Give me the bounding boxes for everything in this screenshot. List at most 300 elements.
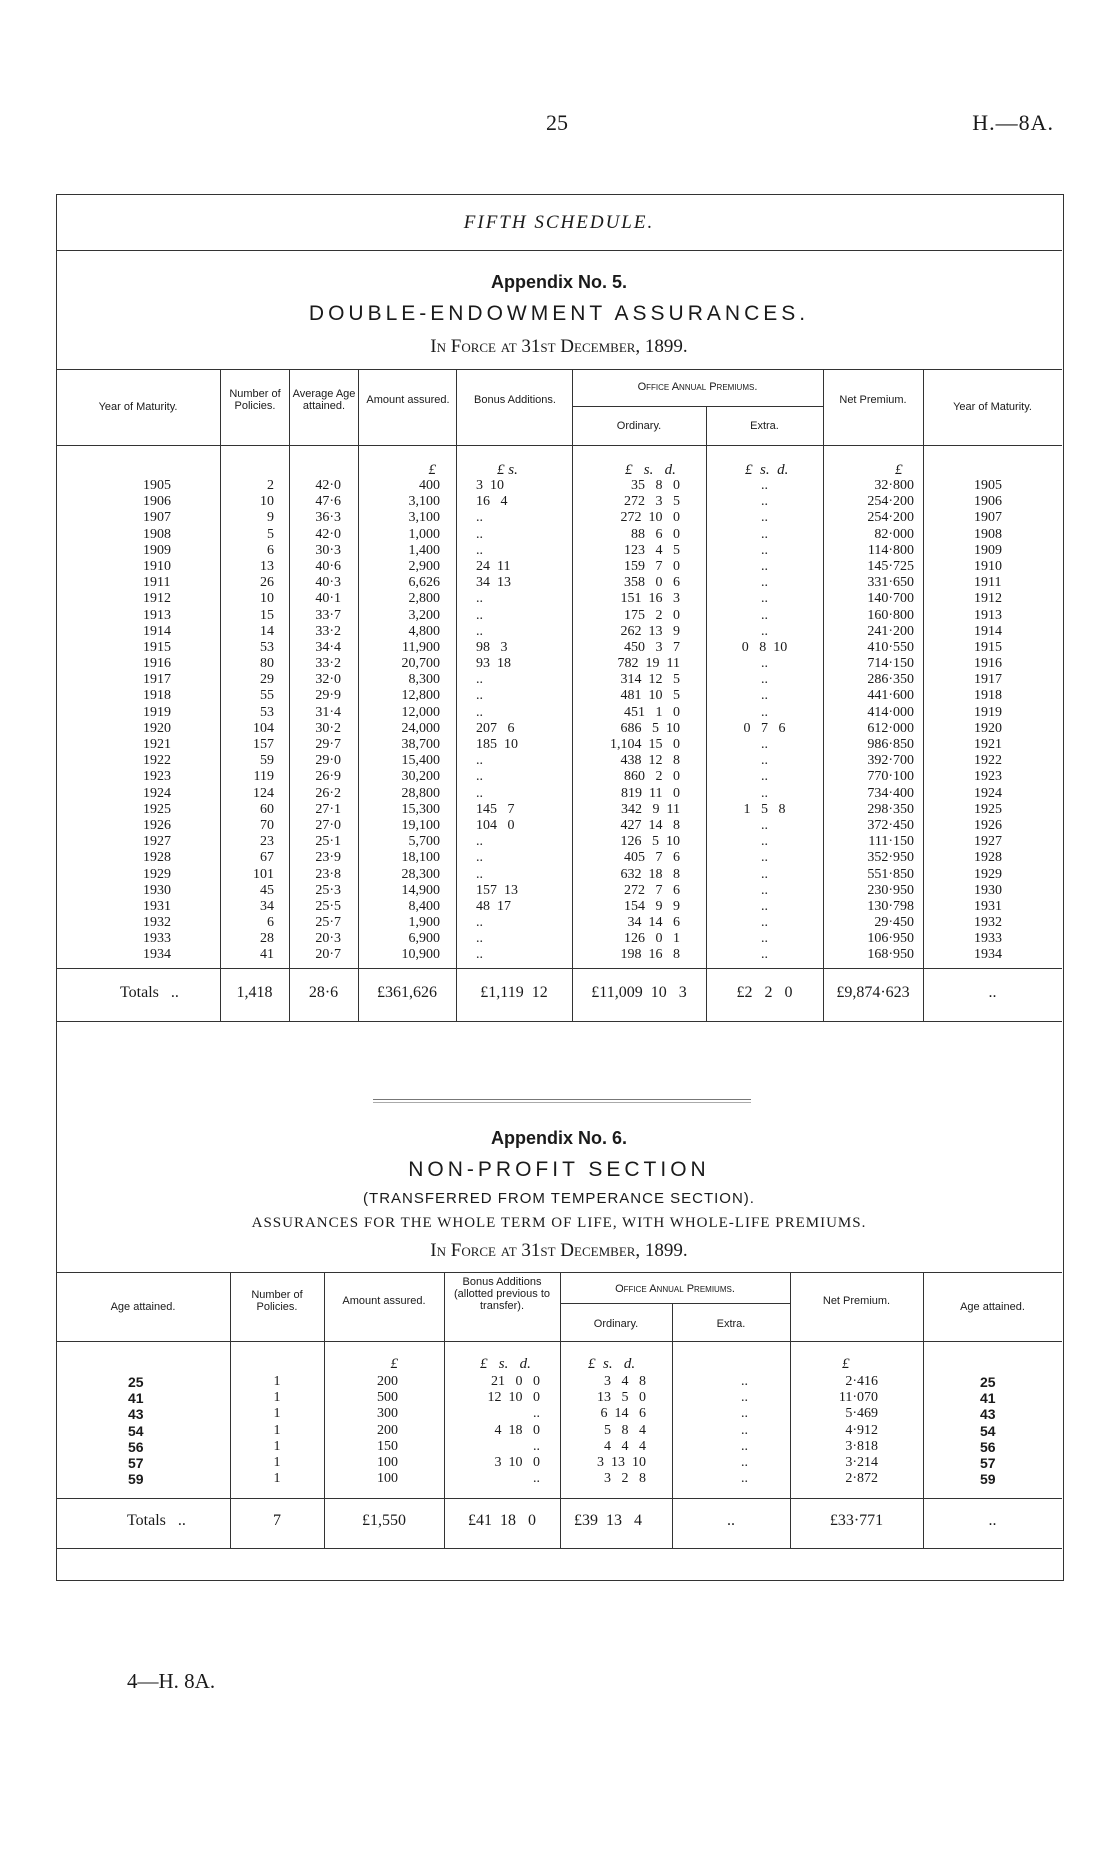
policies-cell: 70	[260, 817, 274, 833]
bonus-cell: ..	[476, 753, 483, 769]
year-cell: 1911	[974, 575, 1002, 591]
policies-cell: 5	[267, 526, 274, 542]
header-average-age: Average Age attained.	[292, 388, 356, 412]
age-cell: 40·6	[315, 558, 341, 574]
policies-cell: 1	[273, 1422, 281, 1438]
age-cell: 43	[980, 1406, 996, 1423]
policies-cell: 1	[273, 1471, 281, 1487]
header-ordinary: Ordinary.	[593, 1318, 639, 1330]
year-column	[143, 478, 183, 964]
policies-cell: 1	[273, 1390, 281, 1406]
policies-cell: 124	[253, 785, 274, 801]
ordinary-cell: 175 2 0	[624, 607, 680, 623]
col-rule	[560, 1272, 561, 1548]
policies-cell: 10	[260, 494, 274, 510]
year-cell: 1916	[143, 656, 171, 672]
age-cell: 57	[980, 1454, 996, 1471]
bonus-cell: ..	[476, 866, 483, 882]
extra-column	[672, 1374, 748, 1487]
appendix5-in-force: In Force at 31st December, 1899.	[430, 336, 688, 357]
net-column	[826, 478, 914, 964]
year-cell: 1907	[143, 510, 171, 526]
extra-cell: ..	[761, 850, 768, 866]
year-cell: 1933	[974, 931, 1002, 947]
amount-cell: 19,100	[401, 817, 440, 833]
net-cell: 130·798	[867, 898, 914, 914]
year-cell: 1908	[143, 526, 171, 542]
year-cell: 1909	[974, 542, 1002, 558]
bonus-cell: ..	[476, 931, 483, 947]
extra-cell: ..	[761, 769, 768, 785]
ordinary-cell: 88 6 0	[631, 526, 680, 542]
bonus-cell: ..	[476, 510, 483, 526]
net-cell: 114·800	[867, 542, 914, 558]
header-extra: Extra.	[750, 420, 779, 432]
page-footer: 4—H. 8A.	[127, 1669, 216, 1693]
amount-cell: 10,900	[401, 947, 440, 963]
age-cell: 27·1	[315, 801, 341, 817]
extra-cell: ..	[761, 558, 768, 574]
policies-cell: 1	[273, 1438, 281, 1454]
amount-cell: 38,700	[401, 737, 440, 752]
col-rule	[572, 369, 573, 1021]
year-cell: 1914	[143, 623, 171, 639]
ordinary-cell: 159 7 0	[624, 558, 680, 574]
bonus-cell: ..	[476, 623, 483, 639]
year-cell: 1905	[974, 478, 1002, 493]
age-cell: 30·2	[315, 720, 341, 736]
amount-cell: 15,400	[401, 753, 440, 769]
year-cell: 1908	[974, 526, 1002, 542]
extra-cell: ..	[741, 1438, 748, 1454]
ordinary-column	[562, 1374, 646, 1487]
policies-cell: 34	[260, 898, 274, 914]
header-net-premium: Net Premium.	[839, 394, 907, 406]
extra-cell: ..	[761, 591, 768, 607]
policies-cell: 60	[260, 801, 274, 817]
year-cell: 1934	[974, 947, 1002, 963]
header-amount-assured: Amount assured.	[342, 1295, 426, 1307]
totals-net: £9,874·623	[836, 984, 910, 1001]
col-rule	[456, 369, 457, 1021]
policies-cell: 14	[260, 623, 274, 639]
policies-column	[230, 1374, 324, 1487]
net-cell: 410·550	[867, 639, 914, 655]
header-age-attained: Age attained.	[110, 1301, 176, 1313]
age-cell: 42·0	[315, 526, 341, 542]
bonus-cell: ..	[476, 607, 483, 623]
age-cell: 54	[980, 1422, 996, 1439]
ordinary-cell: 782 19 11	[617, 656, 680, 672]
age-cell: 59	[980, 1471, 996, 1488]
year-cell: 1931	[143, 898, 171, 914]
bonus-cell: ..	[476, 672, 483, 688]
bonus-cell: 34 13	[476, 575, 511, 591]
col-rule	[923, 369, 924, 1021]
year-cell: 1913	[974, 607, 1002, 623]
ordinary-cell: 262 13 9	[620, 623, 680, 639]
extra-cell: ..	[761, 688, 768, 704]
appendix5-title: Appendix No. 5.	[490, 272, 627, 292]
amount-cell: 3,100	[408, 510, 440, 526]
table1-header-rule	[56, 445, 1062, 446]
extra-cell: ..	[761, 947, 768, 963]
age-column	[292, 478, 341, 964]
net-cell: 111·150	[868, 834, 914, 850]
extra-cell: ..	[741, 1471, 748, 1487]
unit-net: £	[895, 462, 903, 478]
bonus-cell: ..	[533, 1438, 540, 1454]
totals-amount: £361,626	[377, 984, 437, 1001]
bonus-cell: 16 4	[476, 494, 508, 510]
age-cell: 25	[980, 1374, 996, 1390]
totals-label: Totals ..	[120, 984, 179, 1001]
age-cell: 29·9	[315, 688, 341, 704]
appendix5-subtitle: DOUBLE-ENDOWMENT ASSURANCES.	[308, 302, 810, 325]
net-cell: 372·450	[867, 817, 914, 833]
age-cell: 59	[128, 1471, 144, 1488]
ordinary-cell: 632 18 8	[620, 866, 680, 882]
net-cell: 241·200	[867, 623, 914, 639]
year-cell: 1915	[974, 639, 1002, 655]
amount-cell: 150	[377, 1438, 398, 1454]
net-cell: 140·700	[867, 591, 914, 607]
year-cell: 1917	[143, 672, 171, 688]
net-cell: 160·800	[867, 607, 914, 623]
bonus-cell: 48 17	[476, 898, 511, 914]
net-cell: 11·070	[838, 1390, 878, 1406]
net-cell: 331·650	[867, 575, 914, 591]
year-cell: 1911	[143, 575, 171, 591]
bonus-cell: 4 18 0	[494, 1422, 540, 1438]
net-cell: 286·350	[867, 672, 914, 688]
bonus-column	[476, 478, 566, 964]
bonus-cell: 98 3	[476, 639, 508, 655]
bonus-cell: ..	[476, 785, 483, 801]
extra-cell: ..	[761, 931, 768, 947]
age-cell: 25·5	[315, 898, 341, 914]
amount-cell: 100	[377, 1454, 398, 1470]
year-cell: 1932	[974, 915, 1002, 931]
net-cell: 32·800	[874, 478, 914, 493]
bonus-cell: ..	[476, 769, 483, 785]
ordinary-cell: 481 10 5	[620, 688, 680, 704]
year-column-right	[974, 478, 1014, 964]
amount-cell: 14,900	[401, 882, 440, 898]
year-cell: 1906	[974, 494, 1002, 510]
age-cell: 41	[980, 1390, 996, 1407]
net-cell: 254·200	[867, 494, 914, 510]
policies-cell: 59	[260, 753, 274, 769]
amount-cell: 200	[377, 1422, 398, 1438]
year-cell: 1921	[974, 737, 1002, 752]
bonus-cell: 145 7	[476, 801, 515, 817]
year-cell: 1924	[143, 785, 171, 801]
age-cell: 25·3	[315, 882, 341, 898]
amount-cell: 28,800	[401, 785, 440, 801]
extra-cell: ..	[761, 834, 768, 850]
totals-bonus: £1,119 12	[480, 984, 548, 1001]
extra-cell: 0 8 10	[741, 639, 788, 655]
year-cell: 1921	[143, 737, 171, 752]
amount-cell: 12,000	[401, 704, 440, 720]
age-cell: 25·1	[315, 834, 341, 850]
policies-cell: 15	[260, 607, 274, 623]
net-cell: 145·725	[867, 558, 914, 574]
extra-cell: ..	[761, 817, 768, 833]
year-cell: 1924	[974, 785, 1002, 801]
year-cell: 1915	[143, 639, 171, 655]
totals-bonus: £41 18 0	[468, 1512, 536, 1529]
document-reference: H.—8A.	[972, 110, 1054, 135]
bonus-cell: ..	[476, 591, 483, 607]
ordinary-cell: 451 1 0	[624, 704, 680, 720]
policies-cell: 157	[253, 737, 274, 752]
amount-cell: 2,800	[408, 591, 440, 607]
bonus-column	[446, 1374, 540, 1487]
net-cell: 414·000	[867, 704, 914, 720]
policies-cell: 101	[253, 866, 274, 882]
year-cell: 1934	[143, 947, 171, 963]
year-cell: 1923	[143, 769, 171, 785]
ordinary-cell: 6 14 6	[600, 1406, 646, 1422]
bonus-cell: 185 10	[476, 737, 518, 752]
year-cell: 1932	[143, 915, 171, 931]
amount-cell: 15,300	[401, 801, 440, 817]
col-rule	[289, 369, 290, 1021]
extra-cell: ..	[761, 510, 768, 526]
net-cell: 168·950	[867, 947, 914, 963]
bonus-cell: ..	[476, 947, 483, 963]
age-cell: 26·9	[315, 769, 341, 785]
policies-cell: 9	[267, 510, 274, 526]
extra-cell: ..	[761, 575, 768, 591]
amount-cell: 24,000	[401, 720, 440, 736]
table1-bottom-rule	[56, 1021, 1062, 1022]
policies-cell: 1	[273, 1454, 281, 1470]
appendix6-title: Appendix No. 6.	[490, 1128, 627, 1148]
amount-cell: 6,626	[408, 575, 440, 591]
ordinary-cell: 3 2 8	[604, 1471, 646, 1487]
policies-column	[226, 478, 274, 964]
totals-policies: 7	[273, 1512, 281, 1529]
schedule-title: FIFTH SCHEDULE.	[463, 212, 655, 233]
amount-column	[360, 478, 440, 964]
totals-label: Totals ..	[127, 1512, 186, 1529]
bonus-cell: 3 10 0	[494, 1454, 540, 1470]
policies-cell: 10	[260, 591, 274, 607]
extra-cell: ..	[761, 866, 768, 882]
header-year-of-maturity-right: Year of Maturity.	[953, 401, 1032, 413]
col-rule	[923, 1272, 924, 1548]
amount-cell: 4,800	[408, 623, 440, 639]
ordinary-cell: 4 4 4	[604, 1438, 646, 1454]
policies-cell: 80	[260, 656, 274, 672]
amount-cell: 100	[377, 1471, 398, 1487]
bonus-cell: 12 10 0	[487, 1390, 540, 1406]
year-cell: 1905	[143, 478, 171, 493]
extra-cell: ..	[761, 526, 768, 542]
age-cell: 23·8	[315, 866, 341, 882]
amount-cell: 400	[419, 478, 440, 493]
amount-cell: 1,900	[408, 915, 440, 931]
net-cell: 986·850	[867, 737, 914, 752]
year-cell: 1931	[974, 898, 1002, 914]
amount-cell: 500	[377, 1390, 398, 1406]
ordinary-cell: 405 7 6	[624, 850, 680, 866]
appendix6-description: ASSURANCES FOR THE WHOLE TERM OF LIFE, WITH WHOLE-LIFE PREMIUMS.	[251, 1215, 867, 1231]
amount-column	[336, 1374, 398, 1487]
bonus-cell: ..	[476, 526, 483, 542]
age-cell: 25·7	[315, 915, 341, 931]
ordinary-cell: 314 12 5	[620, 672, 680, 688]
extra-column	[706, 478, 823, 964]
bonus-cell: ..	[533, 1471, 540, 1487]
table2-top-rule	[56, 1272, 1062, 1273]
net-cell: 2·872	[845, 1471, 878, 1487]
net-cell: 82·000	[874, 526, 914, 542]
net-column	[790, 1374, 878, 1487]
year-cell: 1927	[143, 834, 171, 850]
header-number-of-policies: Number of Policies.	[229, 388, 281, 412]
extra-cell: ..	[761, 704, 768, 720]
bonus-cell: 93 18	[476, 656, 511, 672]
age-cell: 20·3	[315, 931, 341, 947]
table1-premium-subrule	[572, 406, 823, 407]
year-cell: 1929	[974, 866, 1002, 882]
year-cell: 1925	[143, 801, 171, 817]
ordinary-cell: 450 3 7	[624, 639, 680, 655]
page-number: 25	[546, 110, 568, 135]
policies-cell: 45	[260, 882, 274, 898]
header-year-of-maturity: Year of Maturity.	[98, 401, 178, 413]
net-cell: 3·214	[845, 1454, 878, 1470]
year-cell: 1910	[143, 558, 171, 574]
amount-cell: 300	[377, 1406, 398, 1422]
extra-cell: 0 7 6	[743, 720, 786, 736]
amount-cell: 3,200	[408, 607, 440, 623]
policies-cell: 28	[260, 931, 274, 947]
age-cell: 26·2	[315, 785, 341, 801]
bonus-cell: ..	[533, 1406, 540, 1422]
amount-cell: 200	[377, 1374, 398, 1389]
policies-cell: 1	[273, 1374, 281, 1389]
ordinary-cell: 123 4 5	[624, 542, 680, 558]
extra-cell: ..	[741, 1406, 748, 1422]
policies-cell: 26	[260, 575, 274, 591]
ordinary-cell: 1,104 15 0	[610, 737, 680, 752]
age-cell: 33·2	[315, 656, 341, 672]
totals-amount: £1,550	[362, 1512, 406, 1529]
age-cell: 43	[128, 1406, 144, 1423]
net-cell: 551·850	[867, 866, 914, 882]
ordinary-cell: 686 5 10	[620, 720, 680, 736]
net-cell: 5·469	[845, 1406, 878, 1422]
totals-policies: 1,418	[236, 984, 273, 1001]
ordinary-cell: 342 9 11	[621, 801, 680, 817]
age-cell: 20·7	[315, 947, 341, 963]
totals-ordinary: £11,009 10 3	[591, 984, 687, 1001]
age-cell: 32·0	[315, 672, 341, 688]
age-cell: 23·9	[315, 850, 341, 866]
year-cell: 1930	[974, 882, 1002, 898]
year-cell: 1927	[974, 834, 1002, 850]
age-cell: 56	[128, 1438, 144, 1455]
age-cell: 47·6	[315, 494, 341, 510]
table2-bottom-rule	[56, 1548, 1062, 1549]
ordinary-cell: 126 5 10	[620, 834, 680, 850]
bonus-cell: ..	[476, 915, 483, 931]
policies-cell: 104	[253, 720, 274, 736]
age-cell: 56	[980, 1438, 996, 1455]
ordinary-cell: 819 11 0	[621, 785, 680, 801]
year-cell: 1910	[974, 558, 1002, 574]
net-cell: 254·200	[867, 510, 914, 526]
amount-cell: 1,000	[408, 526, 440, 542]
age-cell: 30·3	[315, 542, 341, 558]
bonus-cell: ..	[476, 688, 483, 704]
amount-cell: 20,700	[401, 656, 440, 672]
amount-cell: 2,900	[408, 558, 440, 574]
amount-cell: 1,400	[408, 542, 440, 558]
year-cell: 1923	[974, 769, 1002, 785]
year-cell: 1920	[143, 720, 171, 736]
year-cell: 1906	[143, 494, 171, 510]
year-cell: 1926	[143, 817, 171, 833]
net-cell: 298·350	[867, 801, 914, 817]
net-cell: 612·000	[867, 720, 914, 736]
policies-cell: 67	[260, 850, 274, 866]
ordinary-cell: 35 8 0	[631, 478, 680, 493]
totals-year-right: ..	[988, 984, 997, 1001]
net-cell: 734·400	[867, 785, 914, 801]
net-cell: 2·416	[845, 1374, 878, 1389]
age-cell: 31·4	[315, 704, 341, 720]
age-cell: 29·7	[315, 737, 341, 752]
amount-cell: 6,900	[408, 931, 440, 947]
table2-header-rule	[56, 1341, 1062, 1342]
policies-cell: 6	[267, 915, 274, 931]
unit-ordinary: £ s. d.	[625, 462, 676, 478]
year-cell: 1912	[974, 591, 1002, 607]
age-cell: 33·2	[315, 623, 341, 639]
year-cell: 1907	[974, 510, 1002, 526]
net-cell: 441·600	[867, 688, 914, 704]
bonus-cell: ..	[476, 850, 483, 866]
totals-net: £33·771	[829, 1512, 884, 1529]
policies-cell: 1	[273, 1406, 281, 1422]
bonus-cell: 157 13	[476, 882, 518, 898]
year-cell: 1917	[974, 672, 1002, 688]
unit-amount: £	[428, 462, 436, 478]
appendix6-transferred: (TRANSFERRED FROM TEMPERANCE SECTION).	[363, 1190, 755, 1207]
bonus-cell: 21 0 0	[491, 1374, 540, 1389]
ordinary-cell: 5 8 4	[604, 1422, 646, 1438]
header-amount-assured: Amount assured.	[366, 394, 450, 406]
extra-cell: ..	[761, 542, 768, 558]
ordinary-cell: 272 10 0	[620, 510, 680, 526]
age-cell: 25	[128, 1374, 144, 1390]
policies-cell: 53	[260, 704, 274, 720]
amount-cell: 30,200	[401, 769, 440, 785]
extra-cell: ..	[761, 737, 768, 752]
header-office-annual-premiums: Office Annual Premiums.	[615, 1283, 735, 1295]
ordinary-cell: 427 14 8	[620, 817, 680, 833]
year-cell: 1925	[974, 801, 1002, 817]
appendix6-in-force: In Force at 31st December, 1899.	[430, 1240, 688, 1261]
extra-cell: ..	[761, 494, 768, 510]
amount-cell: 28,300	[401, 866, 440, 882]
